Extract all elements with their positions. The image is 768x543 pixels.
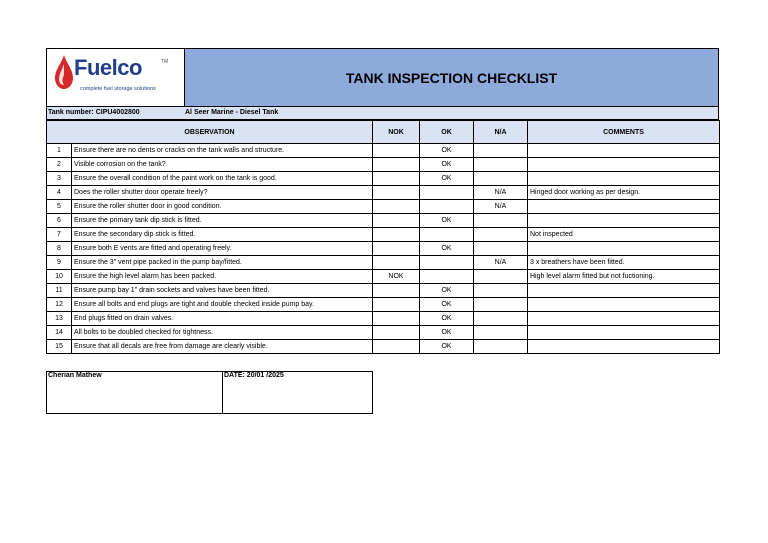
row-comment <box>528 158 720 172</box>
table-row <box>47 312 720 326</box>
table-row <box>47 228 720 242</box>
row-nok <box>373 228 420 242</box>
row-comment <box>528 144 720 158</box>
row-number: 15 <box>47 340 72 354</box>
row-observation: Visible corrosion on the tank? <box>72 158 373 172</box>
row-number: 2 <box>47 158 72 172</box>
col-observation: OBSERVATION <box>47 121 373 144</box>
row-na <box>474 298 528 312</box>
row-na <box>474 172 528 186</box>
row-number: 5 <box>47 200 72 214</box>
row-observation: Ensure the high level alarm has been packed. <box>72 270 373 284</box>
row-ok <box>420 256 474 270</box>
row-ok: OK <box>420 340 474 354</box>
row-comment <box>528 340 720 354</box>
row-observation: Ensure both E vents are fitted and operating freely. <box>72 242 373 256</box>
row-number: 7 <box>47 228 72 242</box>
row-na <box>474 312 528 326</box>
row-comment: High level alarm fitted but not fuctioning. <box>528 270 720 284</box>
row-ok <box>420 200 474 214</box>
col-na: N/A <box>474 121 528 144</box>
row-number: 6 <box>47 214 72 228</box>
logo <box>47 49 185 106</box>
row-nok <box>373 284 420 298</box>
row-observation: Ensure pump bay 1" drain sockets and valves have been fitted. <box>72 284 373 298</box>
inspector-name: Cherian Mathew <box>47 372 223 413</box>
row-ok: OK <box>420 326 474 340</box>
row-comment <box>528 200 720 214</box>
title-cell <box>185 49 718 106</box>
row-nok <box>373 200 420 214</box>
row-na: N/A <box>474 256 528 270</box>
row-nok <box>373 144 420 158</box>
table-row <box>47 242 720 256</box>
row-comment <box>528 214 720 228</box>
table-row <box>47 200 720 214</box>
row-ok <box>420 186 474 200</box>
row-na: N/A <box>474 186 528 200</box>
table-row <box>47 144 720 158</box>
row-number: 14 <box>47 326 72 340</box>
tank-info-row <box>46 107 719 120</box>
table-row <box>47 256 720 270</box>
row-comment: Not inspected <box>528 228 720 242</box>
row-nok <box>373 312 420 326</box>
page-title: TANK INSPECTION CHECKLIST <box>345 69 558 86</box>
row-na <box>474 270 528 284</box>
row-na <box>474 228 528 242</box>
table-row <box>47 172 720 186</box>
row-number: 4 <box>47 186 72 200</box>
row-na <box>474 242 528 256</box>
signature-box <box>46 371 373 414</box>
row-ok: OK <box>420 242 474 256</box>
row-comment: 3 x breathers have been fitted. <box>528 256 720 270</box>
row-comment <box>528 326 720 340</box>
row-nok <box>373 172 420 186</box>
row-ok <box>420 270 474 284</box>
row-observation: Does the roller shutter door operate freely? <box>72 186 373 200</box>
row-number: 13 <box>47 312 72 326</box>
row-na <box>474 340 528 354</box>
row-observation: Ensure the 3" vent pipe packed in the pump bay/fitted. <box>72 256 373 270</box>
row-nok <box>373 256 420 270</box>
fuel-drop-icon <box>53 54 75 90</box>
table-row <box>47 158 720 172</box>
row-na <box>474 284 528 298</box>
row-nok <box>373 340 420 354</box>
checklist-sheet <box>46 48 719 354</box>
row-number: 3 <box>47 172 72 186</box>
row-comment <box>528 284 720 298</box>
checklist-table <box>46 120 720 354</box>
row-na <box>474 144 528 158</box>
col-ok: OK <box>420 121 474 144</box>
table-row <box>47 298 720 312</box>
row-comment <box>528 242 720 256</box>
table-body <box>47 144 720 354</box>
row-number: 11 <box>47 284 72 298</box>
table-row <box>47 186 720 200</box>
row-observation: Ensure the overall condition of the paint work on the tank is good. <box>72 172 373 186</box>
table-row <box>47 340 720 354</box>
row-nok <box>373 214 420 228</box>
row-nok <box>373 186 420 200</box>
row-na <box>474 158 528 172</box>
row-nok <box>373 298 420 312</box>
row-ok: OK <box>420 158 474 172</box>
tank-name: Al Seer Marine - Diesel Tank <box>185 109 279 116</box>
row-na <box>474 214 528 228</box>
row-ok <box>420 228 474 242</box>
row-observation: All bolts to be doubled checked for tightness. <box>72 326 373 340</box>
row-comment <box>528 172 720 186</box>
row-observation: Ensure the secondary dip stick is fitted. <box>72 228 373 242</box>
row-ok: OK <box>420 298 474 312</box>
table-header-row <box>47 121 720 144</box>
row-nok <box>373 158 420 172</box>
tank-number: Tank number: CIPU4002800 <box>48 109 140 116</box>
row-ok: OK <box>420 284 474 298</box>
row-number: 10 <box>47 270 72 284</box>
row-observation: Ensure that all decals are free from damage are clearly visible. <box>72 340 373 354</box>
row-ok: OK <box>420 214 474 228</box>
row-na: N/A <box>474 200 528 214</box>
logo-brand: Fuelco <box>74 55 142 80</box>
row-number: 8 <box>47 242 72 256</box>
header-row <box>46 48 719 107</box>
table-row <box>47 326 720 340</box>
row-nok: NOK <box>373 270 420 284</box>
row-nok <box>373 242 420 256</box>
row-number: 12 <box>47 298 72 312</box>
table-row <box>47 270 720 284</box>
row-observation: Ensure all bolts and end plugs are tight and double checked inside pump bay. <box>72 298 373 312</box>
row-observation: Ensure there are no dents or cracks on the tank walls and structure. <box>72 144 373 158</box>
row-comment: Hinged door working as per design. <box>528 186 720 200</box>
table-row <box>47 284 720 298</box>
row-comment <box>528 312 720 326</box>
table-row <box>47 214 720 228</box>
row-nok <box>373 326 420 340</box>
row-number: 9 <box>47 256 72 270</box>
row-comment <box>528 298 720 312</box>
inspection-date: DATE: 20/01 /2025 <box>224 372 284 379</box>
logo-tm: TM <box>161 59 169 65</box>
col-nok: NOK <box>373 121 420 144</box>
row-ok: OK <box>420 312 474 326</box>
row-number: 1 <box>47 144 72 158</box>
row-observation: Ensure the primary tank dip stick is fitted. <box>72 214 373 228</box>
col-comments: COMMENTS <box>528 121 720 144</box>
row-ok: OK <box>420 172 474 186</box>
logo-tagline: complete fuel storage solutions <box>80 86 156 92</box>
row-na <box>474 326 528 340</box>
row-ok: OK <box>420 144 474 158</box>
row-observation: End plugs fitted on drain valves. <box>72 312 373 326</box>
row-observation: Ensure the roller shutter door in good condition. <box>72 200 373 214</box>
